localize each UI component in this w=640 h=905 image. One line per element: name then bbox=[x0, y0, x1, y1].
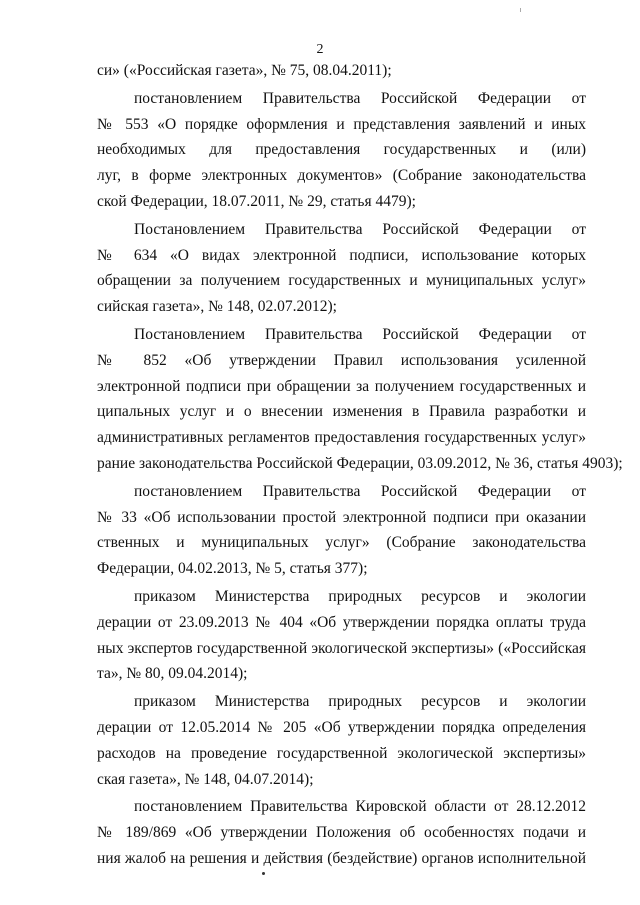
text-line: та», № 80, 09.04.2014); bbox=[97, 665, 248, 683]
paragraph bbox=[97, 479, 586, 582]
text-line: ния жалоб на решения и действия (бездействие) органов исполнительной bbox=[97, 849, 586, 867]
scan-mark bbox=[520, 8, 521, 12]
page-number: 2 bbox=[316, 42, 324, 57]
text-line: электронной подписи при обращении за получением государственных и bbox=[97, 377, 586, 395]
text-line: Федерации, 04.02.2013, № 5, статья 377); bbox=[97, 560, 368, 578]
paragraph bbox=[97, 217, 586, 320]
text-line: № 634 «О видах электронной подписи, использование которых bbox=[97, 246, 586, 264]
text-line: ская газета», № 148, 04.07.2014); bbox=[97, 770, 314, 788]
text-line: ственных и муниципальных услуг» (Собрание законодательства bbox=[97, 534, 586, 552]
text-line: ской Федерации, 18.07.2011, № 29, статья 4479); bbox=[97, 192, 416, 210]
text-line: ных экспертов государственной экологической экспертизы» («Российская bbox=[97, 639, 586, 657]
text-line: Постановлением Правительства Российской Федерации от bbox=[134, 220, 586, 238]
text-line: № 189/869 «Об утверждении Положения об особенностях подачи и bbox=[97, 824, 586, 842]
text-line: обращении за получением государственных и муниципальных услуг» bbox=[97, 272, 586, 290]
text-line: № 852 «Об утверждении Правил использования усиленной bbox=[97, 351, 586, 369]
paragraph bbox=[97, 689, 586, 792]
scan-dot bbox=[262, 872, 265, 875]
text-line: приказом Министерства природных ресурсов и экологии bbox=[134, 587, 586, 605]
text-line: постановлением Правительства Кировской области от 28.12.2012 bbox=[134, 798, 586, 816]
text-line: № 33 «Об использовании простой электронной подписи при оказании bbox=[97, 508, 586, 526]
paragraph bbox=[97, 86, 586, 215]
text-line: дерации от 23.09.2013 № 404 «Об утверждении порядка оплаты труда bbox=[97, 613, 586, 631]
text-line: сийская газета», № 148, 02.07.2012); bbox=[97, 298, 337, 316]
text-line: постановлением Правительства Российской Федерации от bbox=[134, 482, 586, 500]
text-line: административных регламентов предоставления государственных услуг» bbox=[97, 429, 586, 447]
text-line: расходов на проведение государственной экологической экспертизы» bbox=[97, 744, 586, 762]
text-line: постановлением Правительства Российской Федерации от bbox=[134, 89, 586, 107]
document-body bbox=[97, 58, 623, 874]
paragraph bbox=[97, 794, 586, 871]
paragraph bbox=[97, 584, 586, 687]
text-line: необходимых для предоставления государственных и (или) bbox=[97, 141, 586, 159]
text-line: Постановлением Правительства Российской Федерации от bbox=[134, 325, 586, 343]
paragraph bbox=[97, 322, 623, 477]
text-line: рание законодательства Российской Федерации, 03.09.2012, № 36, статья 4903); bbox=[97, 454, 623, 472]
paragraph bbox=[97, 58, 586, 84]
text-line: дерации от 12.05.2014 № 205 «Об утверждении порядка определения bbox=[97, 718, 586, 736]
text-line: си» («Российская газета», № 75, 08.04.2011); bbox=[97, 62, 392, 79]
text-line: № 553 «О порядке оформления и представления заявлений и иных bbox=[97, 115, 586, 133]
text-line: луг, в форме электронных документов» (Собрание законодательства bbox=[97, 167, 586, 185]
text-line: приказом Министерства природных ресурсов и экологии bbox=[134, 693, 586, 711]
text-line: ципальных услуг и о внесении изменения в Правила разработки и bbox=[97, 403, 586, 421]
